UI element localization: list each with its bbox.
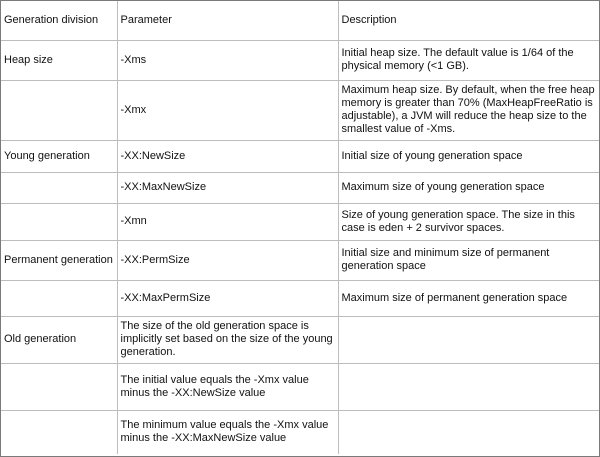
table-row [1, 240, 599, 280]
division-cell: Permanent generation [1, 240, 117, 280]
parameter-cell: -Xmn [117, 203, 338, 240]
division-cell [1, 80, 117, 140]
table-row [1, 80, 599, 140]
parameter-cell: The initial value equals the -Xmx value minus the -XX:NewSize value [117, 363, 338, 410]
header-description: Description [338, 1, 599, 40]
description-cell: Maximum size of permanent generation space [338, 280, 599, 316]
description-cell: Maximum heap size. By default, when the free heap memory is greater than 70% (MaxHeapFreeRatio is adjustable), a JVM will reduce the heap size to the smallest value of -Xms. [338, 80, 599, 140]
division-cell [1, 280, 117, 316]
table-row [1, 172, 599, 203]
description-cell: Size of young generation space. The size in this case is eden + 2 survivor spaces. [338, 203, 599, 240]
parameter-cell: -XX:PermSize [117, 240, 338, 280]
division-cell [1, 363, 117, 410]
division-cell: Young generation [1, 140, 117, 172]
division-cell [1, 410, 117, 454]
parameter-cell: The size of the old generation space is implicitly set based on the size of the young generation. [117, 316, 338, 363]
description-cell: Initial heap size. The default value is 1/64 of the physical memory (<1 GB). [338, 40, 599, 80]
table-row [1, 363, 599, 410]
division-cell: Old generation [1, 316, 117, 363]
description-cell [338, 316, 599, 363]
parameter-cell: -XX:NewSize [117, 140, 338, 172]
description-cell [338, 363, 599, 410]
table-row [1, 280, 599, 316]
header-parameter: Parameter [117, 1, 338, 40]
parameter-cell: The minimum value equals the -Xmx value minus the -XX:MaxNewSize value [117, 410, 338, 454]
description-cell [338, 410, 599, 454]
division-cell [1, 172, 117, 203]
parameter-cell: -XX:MaxPermSize [117, 280, 338, 316]
division-cell [1, 203, 117, 240]
description-cell: Initial size and minimum size of permanent generation space [338, 240, 599, 280]
parameter-cell: -Xmx [117, 80, 338, 140]
division-cell: Heap size [1, 40, 117, 80]
header-generation-division: Generation division [1, 1, 117, 40]
table-header-row [1, 1, 599, 40]
table-row [1, 316, 599, 363]
parameter-cell: -XX:MaxNewSize [117, 172, 338, 203]
description-cell: Initial size of young generation space [338, 140, 599, 172]
description-cell: Maximum size of young generation space [338, 172, 599, 203]
table-row [1, 410, 599, 454]
jvm-heap-parameters-table [1, 1, 599, 454]
parameter-cell: -Xms [117, 40, 338, 80]
table-row [1, 140, 599, 172]
table-row [1, 40, 599, 80]
table-row [1, 203, 599, 240]
